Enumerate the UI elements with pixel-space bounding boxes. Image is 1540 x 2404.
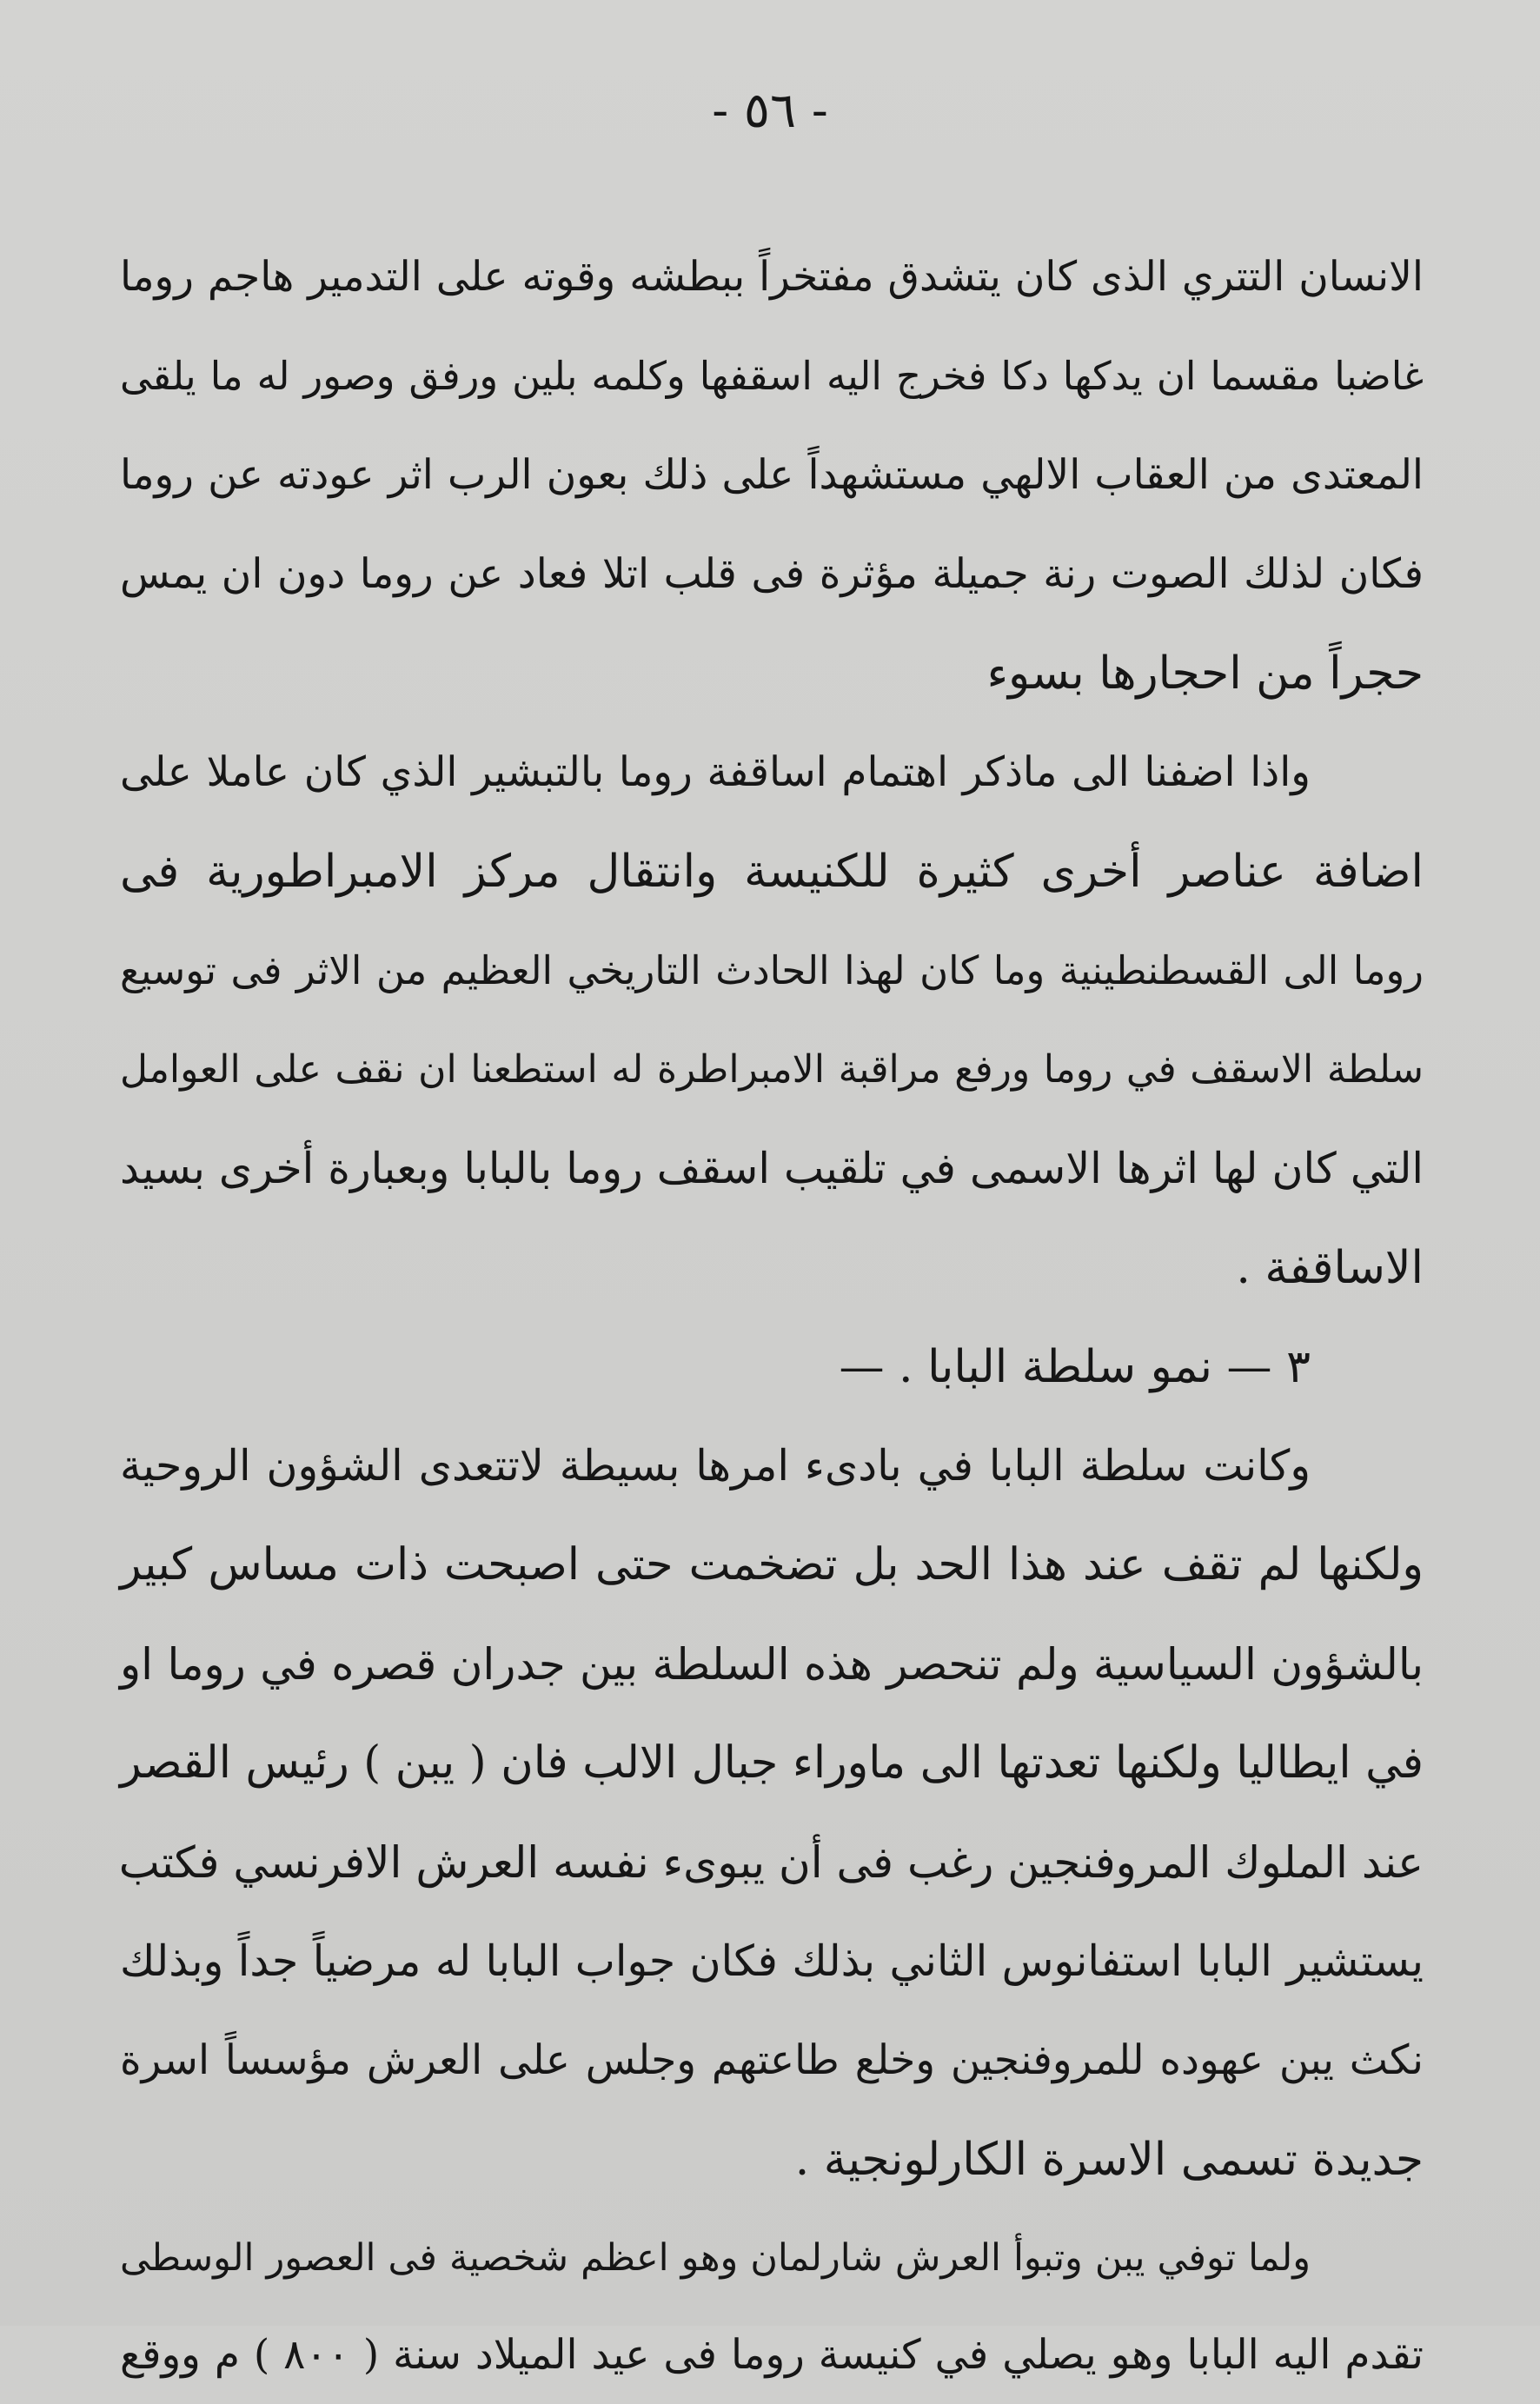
body-text [120, 228, 1424, 2404]
text-line: جديدة تسمى الاسرة الكارلونجية . [794, 2134, 1424, 2186]
section-heading: ٣ — نمو سلطة البابا . — [839, 1341, 1311, 1393]
text-line: الانسان التتري الذى كان يتشدق مفتخراً ببطشه وقوته على التدمير هاجم روما [120, 253, 1424, 301]
text-line: اضافة عناصر أخرى كثيرة للكنيسة وانتقال مركز الامبراطورية فى [120, 846, 1424, 898]
text-line: المعتدى من العقاب الالهي مستشهداً على ذلك بعون الرب اثر عودته عن روما [120, 451, 1424, 499]
text-line: فكان لذلك الصوت رنة جميلة مؤثرة فى قلب اتلا فعاد عن روما دون ان يمس [120, 550, 1424, 598]
text-line: روما الى القسطنطينية وما كان لهذا الحادث التاريخي العظيم من الاثر فى توسيع [120, 947, 1424, 993]
text-line: عند الملوك المروفنجين رغب فى أن يبوىء نفسه العرش الافرنسي فكتب [118, 1837, 1424, 1888]
paragraph-start-line: واذا اضفنا الى ماذكر اهتمام اساقفة روما بالتبشير الذي كان عاملا على [120, 748, 1311, 796]
text-line: حجراً من احجارها بسوء [986, 647, 1424, 700]
text-line: سلطة الاسقف في روما ورفع مراقبة الامبراطرة له استطعنا ان نقف على العوامل [120, 1047, 1424, 1092]
text-line: بالشؤون السياسية ولم تنحصر هذه السلطة بين جدران قصره في روما او [120, 1639, 1424, 1690]
paragraph-start-line: وكانت سلطة البابا في بادىء امرها بسيطة لاتتعدى الشؤون الروحية [120, 1441, 1311, 1491]
text-line: يستشير البابا استفانوس الثاني بذلك فكان جواب البابا له مرضياً جداً وبذلك [120, 1936, 1424, 1986]
text-line: نكث يبن عهوده للمروفنجين وخلع طاعتهم وجلس على العرش مؤسساً اسرة [120, 2036, 1424, 2084]
paragraph-start-line: ولما توفي يبن وتبوأ العرش شارلمان وهو اعظم شخصية فى العصور الوسطى [120, 2236, 1311, 2280]
text-line: غاضبا مقسما ان يدكها دكا فخرج اليه اسقفها وكلمه بلين ورفق وصور له ما يلقى [120, 353, 1424, 399]
text-line: تقدم اليه البابا وهو يصلي في كنيسة روما فى عيد الميلاد سنة ( ٨٠٠ ) م ووقع [120, 2331, 1424, 2379]
text-line: ولكنها لم تقف عند هذا الحد بل تضخمت حتى اصبحت ذات مساس كبير [120, 1539, 1424, 1590]
page-number: - ٥٦ - [712, 83, 828, 139]
text-line: في ايطاليا ولكنها تعدتها الى ماوراء جبال الالب فان ( يبن ) رئيس القصر [120, 1737, 1424, 1789]
text-line: الاساقفة . [1236, 1242, 1424, 1294]
text-line: التي كان لها اثرها الاسمى في تلقيب اسقف روما بالبابا وبعبارة أخرى بسيد [120, 1144, 1424, 1193]
